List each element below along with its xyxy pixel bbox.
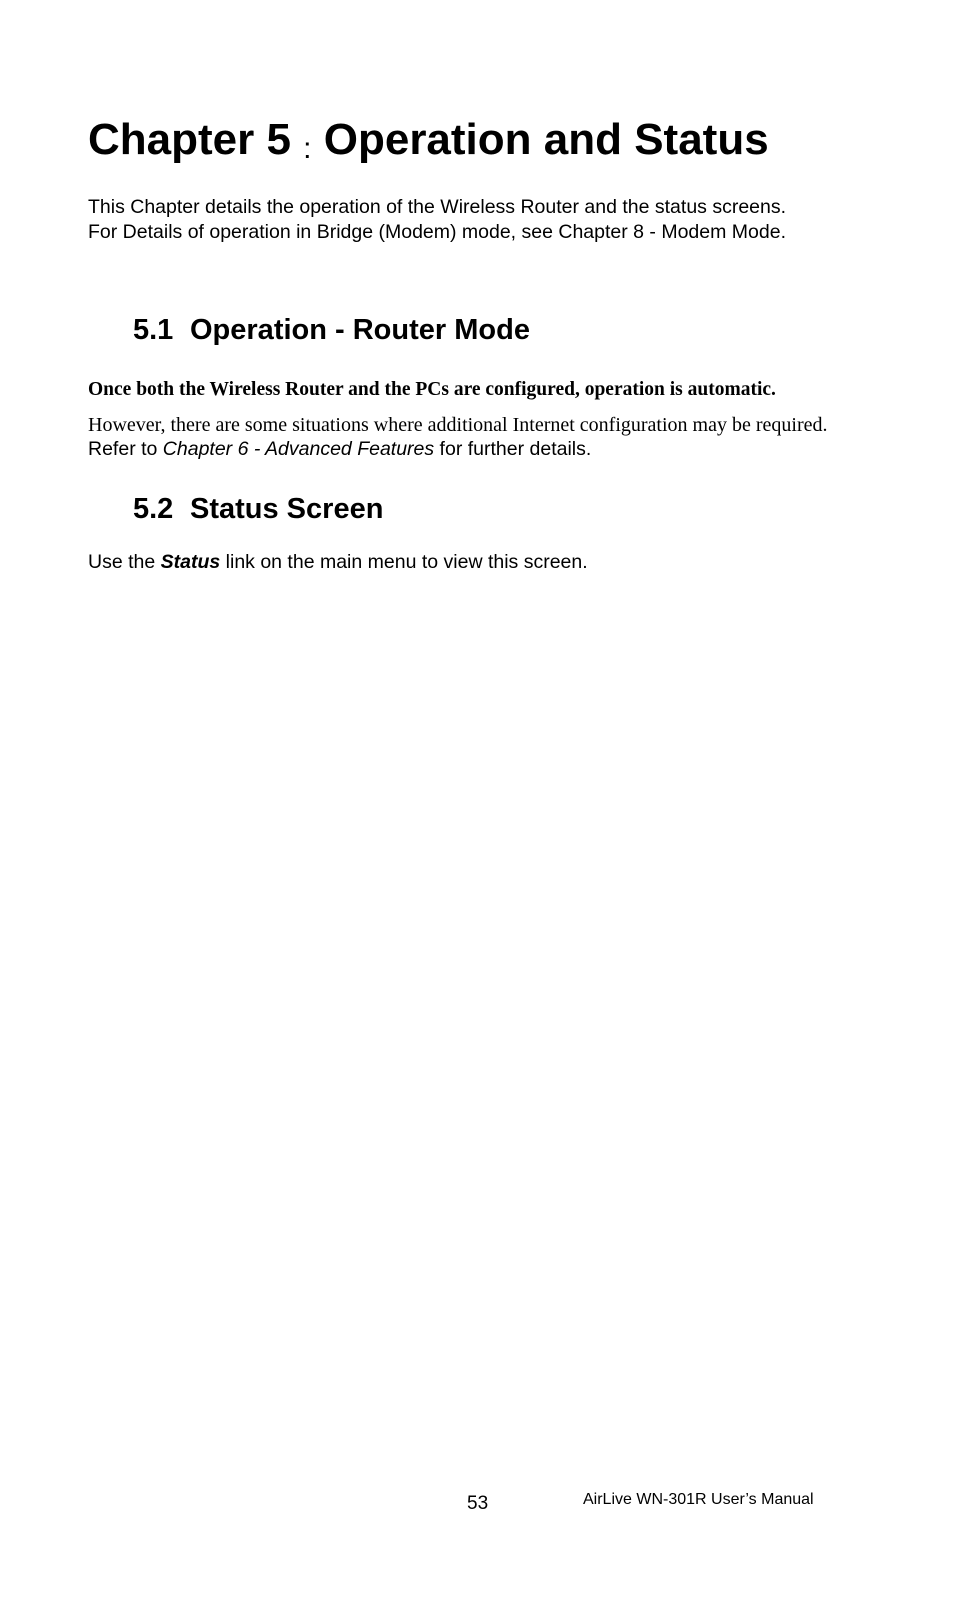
chapter-prefix: Chapter 5 [88, 115, 304, 164]
chapter-title: Operation and Status [311, 115, 769, 164]
bold-statement: Once both the Wireless Router and the PCs are configured, operation is automatic. [88, 379, 776, 400]
situations-paragraph [88, 413, 888, 462]
status-link-text: Status [160, 551, 221, 573]
chapter-separator: : [303, 132, 312, 165]
section-heading-5-1 [133, 313, 530, 347]
chapter-6-reference: Chapter 6 - Advanced Features [162, 438, 435, 460]
footer-manual-name: AirLive WN-301R User’s Manual [583, 1491, 814, 1508]
page-number: 53 [467, 1493, 489, 1514]
section-number: 5.1 [133, 314, 174, 346]
section-number: 5.2 [133, 493, 174, 525]
use-suffix: link on the main menu to view this screen. [220, 551, 588, 573]
refer-suffix: for further details. [434, 438, 592, 460]
status-link-paragraph [88, 550, 588, 575]
section-title: Operation - Router Mode [190, 314, 530, 346]
section-title: Status Screen [190, 493, 384, 525]
section-heading-5-2 [133, 492, 383, 526]
refer-line [88, 437, 888, 462]
intro-paragraph: This Chapter details the operation of the Wireless Router and the status screens. For Details of operation in Bridge (Modem) mode, see Chapter 8 - Modem Mode. [88, 196, 787, 243]
page-title [88, 114, 769, 171]
refer-prefix: Refer to [88, 438, 163, 460]
use-prefix: Use the [88, 551, 161, 573]
situations-line: However, there are some situations where additional Internet configuration may be required. [88, 414, 828, 436]
